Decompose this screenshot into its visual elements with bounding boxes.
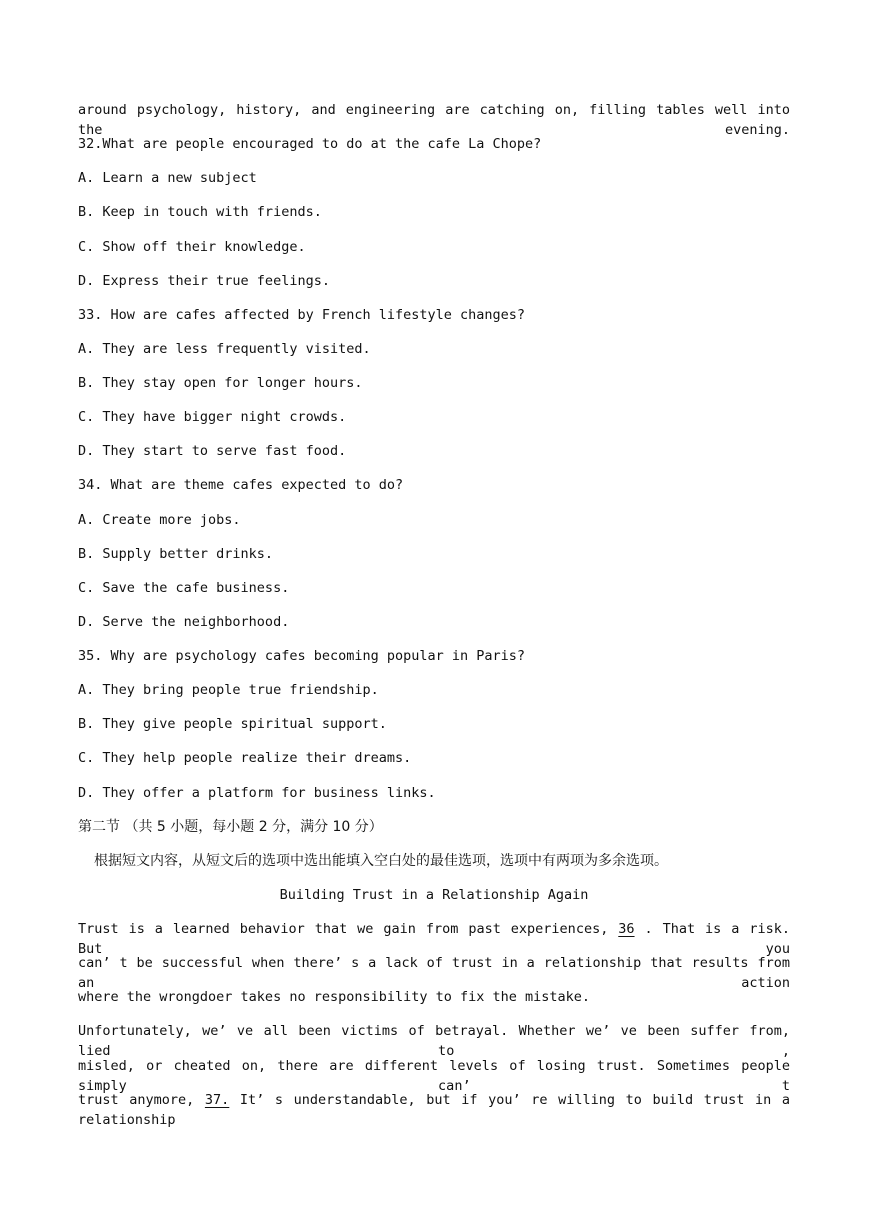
question-32-option-a: A. Learn a new subject — [78, 170, 257, 186]
question-32-option-b: B. Keep in touch with friends. — [78, 204, 322, 220]
question-34-option-c: C. Save the cafe business. — [78, 580, 290, 596]
question-34-option-b: B. Supply better drinks. — [78, 546, 274, 562]
question-32-stem: 32.What are people encouraged to do at the cafe La Chope? — [78, 136, 542, 152]
question-33-stem: 33. How are cafes affected by French lifestyle changes? — [78, 307, 526, 323]
question-34-stem: 34. What are theme cafes expected to do? — [78, 477, 404, 493]
section-instruction: 根据短文内容，从短文后的选项中选出能填入空白处的最佳选项，选项中有两项为多余选项。 — [94, 853, 668, 869]
question-34-option-a: A. Create more jobs. — [78, 512, 241, 528]
passage-paragraph-2-line-1: Unfortunately, we’ ve all been victims of betrayal. Whether we’ ve been suffer from, lied to , — [78, 1023, 790, 1059]
question-33-option-b: B. They stay open for longer hours. — [78, 375, 363, 391]
question-35-option-c: C. They help people realize their dreams. — [78, 750, 412, 766]
question-35-option-d: D. They offer a platform for business links. — [78, 785, 436, 801]
question-35-option-b: B. They give people spiritual support. — [78, 716, 387, 732]
question-32-option-c: C. Show off their knowledge. — [78, 239, 306, 255]
passage-paragraph-2-line-2: misled, or cheated on, there are different levels of losing trust. Sometimes people simply can’ t — [78, 1058, 790, 1094]
question-32-option-d: D. Express their true feelings. — [78, 273, 330, 289]
question-35-option-a: A. They bring people true friendship. — [78, 682, 379, 698]
passage-paragraph-1-line-3: where the wrongdoer takes no responsibility to fix the mistake. — [78, 989, 591, 1005]
question-34-option-d: D. Serve the neighborhood. — [78, 614, 290, 630]
passage-paragraph-1-line-1: Trust is a learned behavior that we gain from past experiences, 36 . That is a risk. But you — [78, 921, 790, 957]
question-33-option-a: A. They are less frequently visited. — [78, 341, 371, 357]
passage-tail-line: around psychology, history, and engineering are catching on, filling tables well into the evening. — [78, 102, 790, 138]
passage-paragraph-1-line-2: can’ t be successful when there’ s a lack of trust in a relationship that results from an action — [78, 955, 790, 991]
question-33-option-d: D. They start to serve fast food. — [78, 443, 347, 459]
section-heading: 第二节 （共 5 小题，每小题 2 分，满分 10 分） — [78, 819, 383, 835]
blank-36: 36 — [618, 921, 635, 937]
question-33-option-c: C. They have bigger night crowds. — [78, 409, 347, 425]
blank-37: 37. — [204, 1092, 230, 1108]
passage-paragraph-2-line-3: trust anymore, 37. It’ s understandable, but if you’ re willing to build trust in a relationship — [78, 1092, 790, 1128]
question-35-stem: 35. Why are psychology cafes becoming popular in Paris? — [78, 648, 526, 664]
passage-title: Building Trust in a Relationship Again — [279, 887, 589, 903]
